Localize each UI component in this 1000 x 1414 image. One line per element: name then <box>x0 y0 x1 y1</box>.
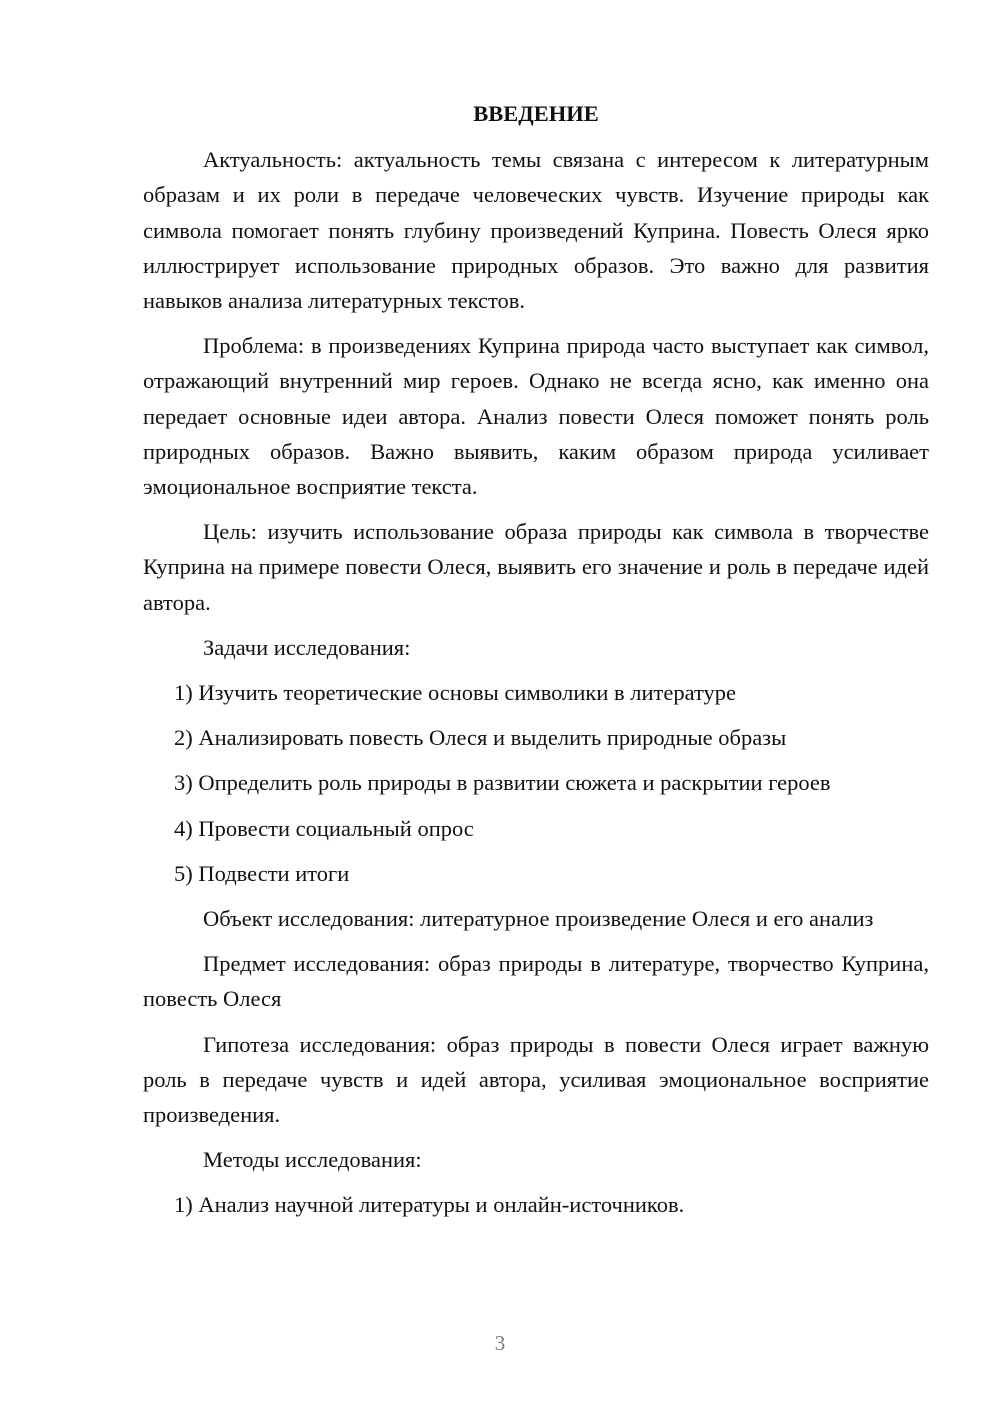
task-item: 1) Изучить теоретические основы символики в литературе <box>174 680 736 706</box>
object-paragraph: Объект исследования: литературное произведение Олеся и его анализ <box>203 906 874 932</box>
page-content <box>143 96 929 1233</box>
method-item: 1) Анализ научной литературы и онлайн-источников. <box>174 1192 685 1218</box>
problem-paragraph: Проблема: в произведениях Куприна природа часто выступает как символ, отражающий внутренний мир героев. Однако не всегда ясно, как именно она передает основные идеи автора. Анализ повести Олеся поможет понять роль природных образов. Важно выявить, каким образом природа усиливает эмоциональное восприятие текста. <box>143 333 929 500</box>
hypothesis-paragraph: Гипотеза исследования: образ природы в повести Олеся играет важную роль в передаче чувств и идей автора, усиливая эмоциональное восприятие произведения. <box>143 1031 929 1128</box>
relevance-paragraph: Актуальность: актуальность темы связана с интересом к литературным образам и их роли в передаче человеческих чувств. Изучение природы как символа помогает понять глубину произведений Куприна. Повесть Олеся ярко иллюстрирует использование природных образов. Это важно для развития навыков анализа литературных текстов. <box>143 147 929 314</box>
methods-heading: Методы исследования: <box>203 1147 422 1173</box>
task-item: 3) Определить роль природы в развитии сюжета и раскрытии героев <box>174 770 831 796</box>
task-item: 2) Анализировать повесть Олеся и выделить природные образы <box>174 725 787 751</box>
tasks-heading: Задачи исследования: <box>203 634 411 660</box>
task-item: 4) Провести социальный опрос <box>174 815 474 841</box>
page-number: 3 <box>494 1331 506 1355</box>
goal-paragraph: Цель: изучить использование образа природы как символа в творчестве Куприна на примере повести Олеся, выявить его значение и роль в передаче идей автора. <box>143 519 929 615</box>
page-title: ВВЕДЕНИЕ <box>473 101 599 126</box>
task-item: 5) Подвести итоги <box>174 860 350 886</box>
subject-paragraph: Предмет исследования: образ природы в литературе, творчество Куприна, повесть Олеся <box>143 951 929 1012</box>
